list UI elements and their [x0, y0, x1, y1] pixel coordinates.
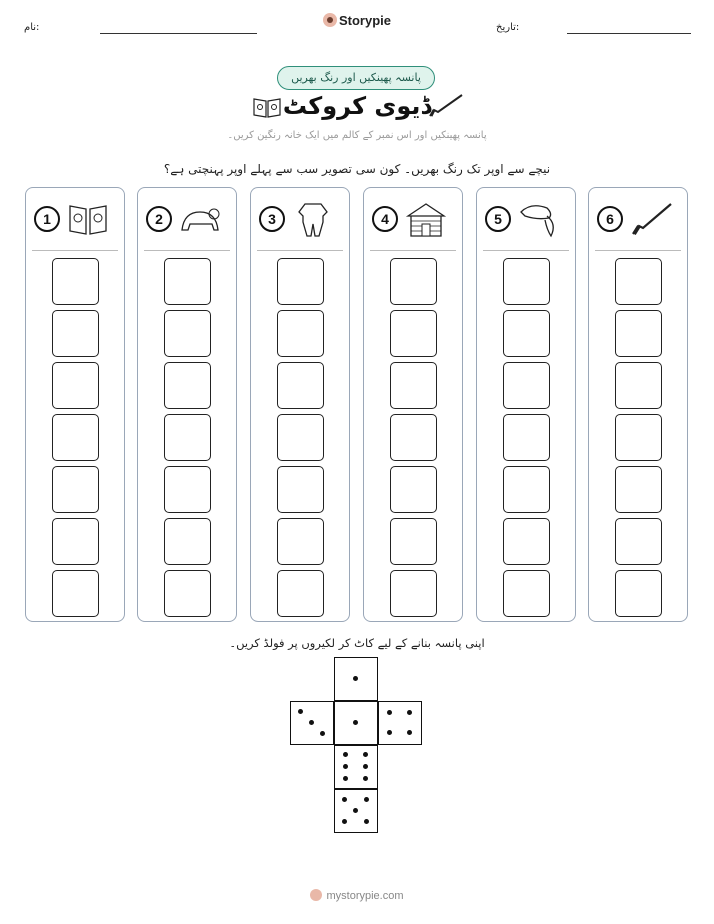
race-column-4: [363, 187, 463, 622]
column-number: 1: [34, 206, 60, 232]
die-face-3: [290, 701, 334, 745]
color-box[interactable]: [390, 258, 437, 305]
color-box[interactable]: [390, 362, 437, 409]
die-instruction: اپنی پانسہ بنانے کے لیے کاٹ کر لکیروں پر فولڈ کریں۔: [229, 636, 485, 650]
column-number: 3: [259, 206, 285, 232]
die-pip: [407, 730, 412, 735]
color-box[interactable]: [503, 518, 550, 565]
color-box[interactable]: [277, 362, 324, 409]
die-pip: [353, 720, 358, 725]
color-box[interactable]: [277, 310, 324, 357]
color-box[interactable]: [503, 258, 550, 305]
activity-pill: پانسہ پھینکیں اور رنگ بھریں: [277, 66, 435, 90]
color-box[interactable]: [52, 414, 99, 461]
color-box[interactable]: [390, 570, 437, 617]
race-column-3: [250, 187, 350, 622]
color-box[interactable]: [277, 466, 324, 513]
color-box[interactable]: [503, 310, 550, 357]
race-column-1: [25, 187, 125, 622]
color-box[interactable]: [52, 518, 99, 565]
color-box[interactable]: [390, 466, 437, 513]
footer-logo-icon: [310, 889, 322, 901]
color-box[interactable]: [277, 414, 324, 461]
color-box[interactable]: [52, 258, 99, 305]
die-pip: [343, 776, 348, 781]
color-box[interactable]: [164, 414, 211, 461]
color-box[interactable]: [164, 570, 211, 617]
color-box[interactable]: [503, 570, 550, 617]
date-label: تاریخ:: [496, 22, 520, 33]
column-divider: [595, 250, 681, 251]
color-box[interactable]: [164, 466, 211, 513]
column-number: 4: [372, 206, 398, 232]
color-box[interactable]: [164, 258, 211, 305]
color-box[interactable]: [503, 466, 550, 513]
column-number: 6: [597, 206, 623, 232]
brand-logo: [0, 13, 714, 28]
color-box[interactable]: [52, 570, 99, 617]
die-face-4: [378, 701, 422, 745]
die-face-1: [334, 701, 378, 745]
die-pip: [320, 731, 325, 736]
color-box[interactable]: [52, 362, 99, 409]
race-column-5: [476, 187, 576, 622]
column-divider: [483, 250, 569, 251]
color-box[interactable]: [503, 362, 550, 409]
color-box[interactable]: [615, 466, 662, 513]
color-box[interactable]: [277, 258, 324, 305]
color-box[interactable]: [164, 362, 211, 409]
race-question: نیچے سے اوپر تک رنگ بھریں۔ کون سی تصویر سب سے پہلے اوپر پہنچتی ہے؟: [163, 162, 551, 176]
log-cabin-icon: [404, 200, 448, 238]
column-divider: [32, 250, 118, 251]
race-column-6: [588, 187, 688, 622]
color-box[interactable]: [52, 310, 99, 357]
die-face-6: [334, 745, 378, 789]
die-pip: [309, 720, 314, 725]
die-pip: [363, 776, 368, 781]
column-number: 2: [146, 206, 172, 232]
book-icon: [66, 200, 110, 238]
color-box[interactable]: [503, 414, 550, 461]
color-box[interactable]: [390, 414, 437, 461]
die-pip: [364, 819, 369, 824]
die-pip: [363, 764, 368, 769]
date-line: [567, 33, 691, 34]
die-pip: [353, 808, 358, 813]
color-box[interactable]: [164, 310, 211, 357]
footer: [0, 889, 714, 902]
storypie-logo-icon: [323, 13, 337, 27]
die-pip: [343, 752, 348, 757]
die-pip: [407, 710, 412, 715]
die-pip: [343, 764, 348, 769]
die-pip: [363, 752, 368, 757]
die-pip: [342, 797, 347, 802]
die-pip: [353, 676, 358, 681]
color-box[interactable]: [615, 570, 662, 617]
die-pip: [387, 730, 392, 735]
color-box[interactable]: [164, 518, 211, 565]
name-line: [100, 33, 257, 34]
name-label: نام:: [24, 22, 40, 33]
die-pip: [342, 819, 347, 824]
race-column-2: [137, 187, 237, 622]
brand-text: Storypie: [338, 13, 391, 28]
die-pip: [387, 710, 392, 715]
color-box[interactable]: [615, 362, 662, 409]
die-pip: [298, 709, 303, 714]
column-divider: [370, 250, 456, 251]
coonskin-cap-icon: [517, 200, 561, 238]
buckskin-suit-icon: [291, 200, 335, 238]
color-box[interactable]: [615, 310, 662, 357]
page-title: ڈیوی کروکٹ: [282, 92, 432, 120]
color-box[interactable]: [615, 414, 662, 461]
color-box[interactable]: [615, 518, 662, 565]
die-face-1: [334, 657, 378, 701]
die-pip: [364, 797, 369, 802]
color-box[interactable]: [277, 518, 324, 565]
page-subtitle: پانسہ پھینکیں اور اس نمبر کے کالم میں ایک خانہ رنگین کریں۔: [227, 130, 487, 141]
bear-icon: [178, 200, 222, 238]
color-box[interactable]: [390, 310, 437, 357]
color-box[interactable]: [52, 466, 99, 513]
rifle-title-icon: [428, 92, 464, 118]
footer-url: mystorypie.com: [326, 890, 404, 902]
rifle-icon: [629, 200, 673, 238]
column-divider: [144, 250, 230, 251]
color-box[interactable]: [277, 570, 324, 617]
color-box[interactable]: [390, 518, 437, 565]
column-divider: [257, 250, 343, 251]
die-face-5: [334, 789, 378, 833]
column-number: 5: [485, 206, 511, 232]
color-box[interactable]: [615, 258, 662, 305]
